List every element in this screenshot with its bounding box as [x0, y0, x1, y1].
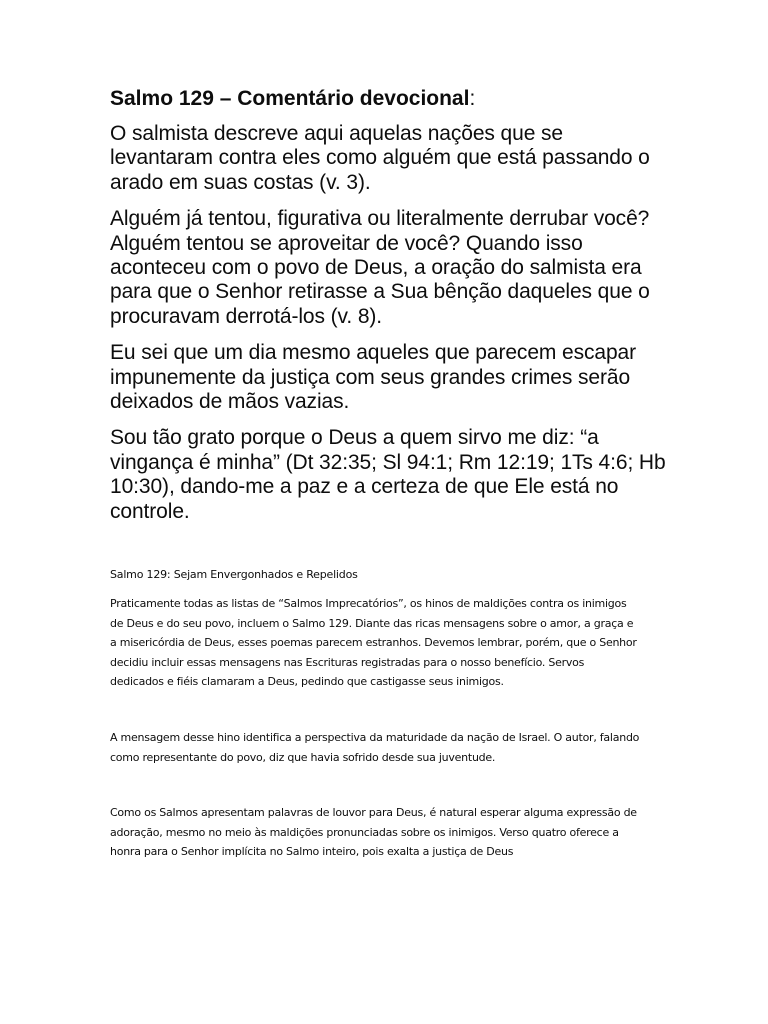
document-body — [110, 86, 670, 862]
paragraph-gap — [110, 692, 670, 728]
section-title: Salmo 129: Sejam Envergonhados e Repelidos — [110, 568, 358, 582]
devotional-paragraph-2: Alguém já tentou, figurativa ou literalmente derrubar você? Alguém tentou se aproveitar de você? Quando isso aconteceu com o povo de Deus, a oração do salmista era para que o Senhor retirasse a Sua bênção daqueles que o procuravam derrotá-los (v. 8). — [110, 207, 650, 328]
devotional-paragraph-3: Eu sei que um dia mesmo aqueles que parecem escapar impunemente da justiça com seus grandes crimes serão deixados de mãos vazias. — [110, 341, 637, 414]
devotional-paragraph-4: Sou tão grato porque o Deus a quem sirvo me diz: “a vingança é minha” (Dt 32:35; Sl 94:1; Rm 12:19; 1Ts 4:6; Hb 10:30), dando-me a paz e a certeza de que Ele está no controle. — [110, 426, 666, 523]
devotional-heading-colon: : — [469, 87, 476, 110]
devotional-heading — [110, 86, 670, 112]
devotional-paragraph-1: O salmista descreve aqui aquelas nações que se levantaram contra eles como alguém que está passando o arado em suas costas (v. 3). — [110, 122, 650, 194]
paragraph-gap — [110, 767, 670, 803]
section-paragraph-3: Como os Salmos apresentam palavras de louvor para Deus, é natural esperar alguma expressão de adoração, mesmo no meio às maldições pronunciadas sobre os inimigos. Verso quatro oferece a honra para o Senhor implícita no Salmo inteiro, pois exalta a justiça de Deus — [110, 806, 637, 859]
devotional-heading-text: Salmo 129 – Comentário devocional — [110, 87, 470, 110]
section-paragraph-1: Praticamente todas as listas de “Salmos Imprecatórios”, os hinos de maldições contra os inimigos de Deus e do seu povo, incluem o Salmo 129. Diante das ricas mensagens sobre o amor, a graça e a misericórdia de Deus, esses poemas parecem estranhos. Devemos lembrar, porém, que o Senhor decidiu incluir essas mensagens nas Escrituras registradas para o nosso benefício. Servos dedicados e fiéis clamaram a Deus, pedindo que castigasse seus inimigos. — [110, 597, 637, 689]
section-spacer — [110, 536, 670, 566]
section-paragraph-2: A mensagem desse hino identifica a perspectiva da maturidade da nação de Israel. O autor, falando como representante do povo, diz que havia sofrido desde sua juventude. — [110, 731, 640, 764]
